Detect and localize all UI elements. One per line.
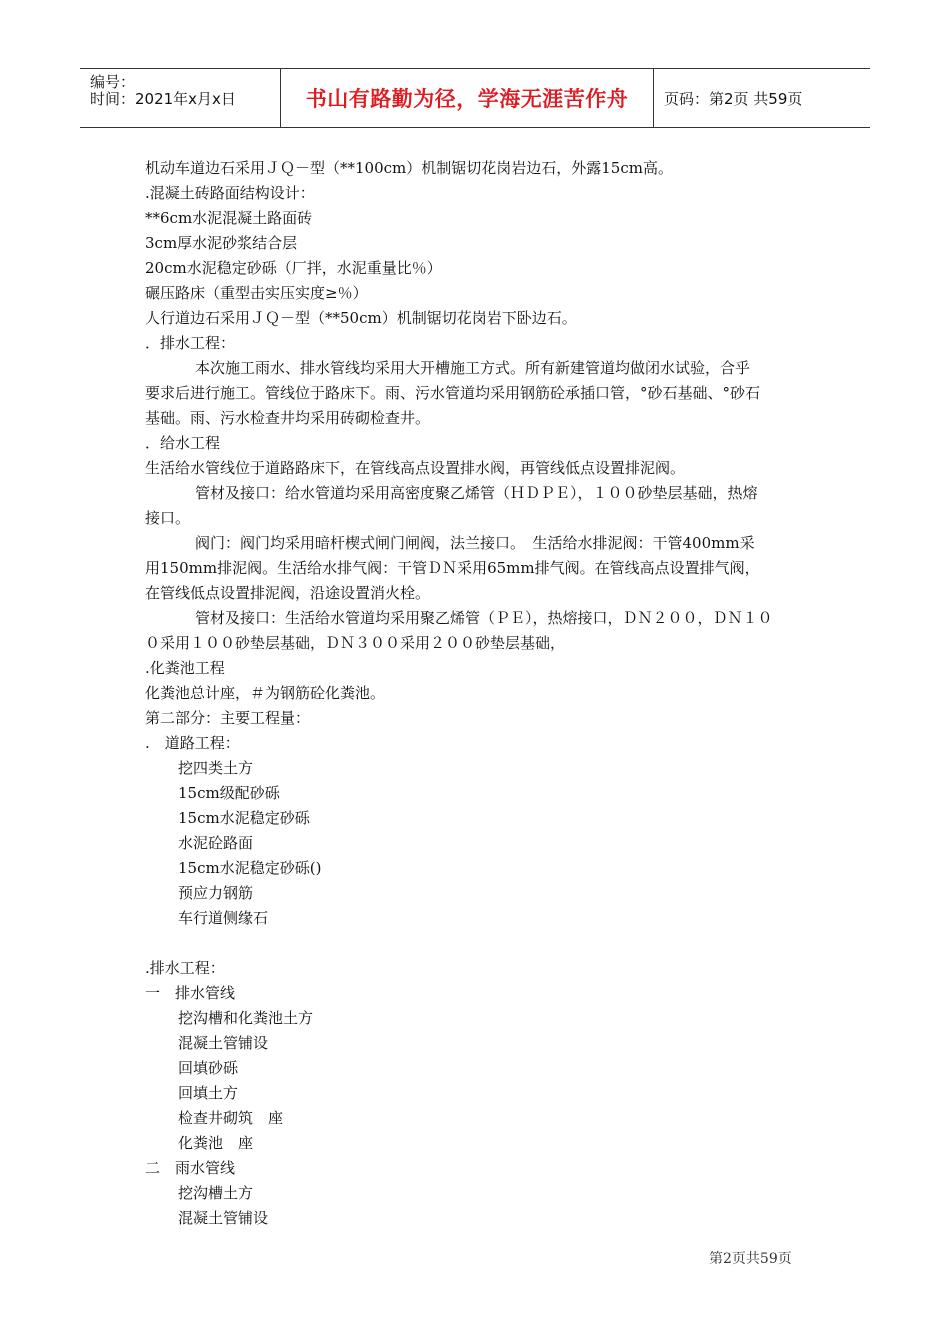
section-heading: 第二部分：主要工程量： <box>145 709 311 727</box>
body-line: 用150mm排泥阀。生活给水排气阀：干管ＤＮ采用65mm排气阀。在管线高点设置排气阀， <box>145 559 760 577</box>
body-line: 化粪池总计座，＃为钢筋砼化粪池。 <box>145 684 386 702</box>
body-line: 接口。 <box>145 509 191 527</box>
section-heading: ．给水工程 <box>145 434 221 452</box>
body-line: 3cm厚水泥砂浆结合层 <box>145 234 298 252</box>
body-line: **6cm水泥混凝土路面砖 <box>145 209 313 227</box>
body-line: .混凝土砖路面结构设计： <box>145 184 315 202</box>
code-label: 编号： <box>90 73 136 91</box>
body-line: 20cm水泥稳定砂砾（厂拌，水泥重量比％） <box>145 259 442 277</box>
header-meta-cell <box>80 69 281 127</box>
list-item: 挖四类土方 <box>178 759 254 777</box>
list-item: 水泥砼路面 <box>178 834 254 852</box>
body-line: 机动车道边石采用ＪＱ－型（**100cm）机制锯切花岗岩边石，外露15cm高。 <box>145 159 673 177</box>
header-page-number: 页码：第2页 共59页 <box>664 89 803 108</box>
subsection-heading: 二 雨水管线 <box>145 1159 236 1177</box>
list-item: 预应力钢筋 <box>178 884 254 902</box>
body-line: ０采用１００砂垫层基础，ＤＮ３００采用２００砂垫层基础， <box>145 634 566 652</box>
body-line: 生活给水管线位于道路路床下，在管线高点设置排水阀，再管线低点设置排泥阀。 <box>145 459 686 477</box>
list-item: 回填砂砾 <box>178 1059 239 1077</box>
list-item: 回填土方 <box>178 1084 239 1102</box>
body-line: 管材及接口：给水管道均采用高密度聚乙烯管（ＨＤＰＥ），１００砂垫层基础，热熔 <box>195 484 758 502</box>
body-line: 碾压路床（重型击实压实度≥％） <box>145 284 368 302</box>
subsection-heading: 一 排水管线 <box>145 984 236 1002</box>
page-header <box>80 68 870 128</box>
body-line: 要求后进行施工。管线位于路床下。雨、污水管道均采用钢筋砼承插口管，°砂石基础、°砂石 <box>145 384 761 402</box>
body-line: 本次施工雨水、排水管线均采用大开槽施工方式。所有新建管道均做闭水试验，合乎 <box>195 359 751 377</box>
time-label: 时间：2021年x月x日 <box>90 90 236 108</box>
list-item: 15cm水泥稳定砂砾() <box>178 859 322 877</box>
list-item: 15cm级配砂砾 <box>178 784 280 802</box>
list-item: 混凝土管铺设 <box>178 1034 269 1052</box>
body-line: 人行道边石采用ＪＱ－型（**50cm）机制锯切花岗岩下卧边石。 <box>145 309 577 327</box>
list-item: 挖沟槽土方 <box>178 1184 254 1202</box>
section-heading: ．排水工程： <box>145 334 236 352</box>
body-line: 基础。雨、污水检查井均采用砖砌检查井。 <box>145 409 431 427</box>
section-heading: .排水工程： <box>145 959 225 977</box>
motto: 书山有路勤为径，学海无涯苦作舟 <box>305 87 629 111</box>
page-footer-number: 第2页共59页 <box>709 1251 792 1267</box>
body-line: 在管线低点设置排泥阀，沿途设置消火栓。 <box>145 584 431 602</box>
list-item: 检查井砌筑 座 <box>178 1109 284 1127</box>
list-item: 化粪池 座 <box>178 1134 254 1152</box>
header-page-cell <box>654 69 870 127</box>
list-item: 车行道侧缘石 <box>178 909 269 927</box>
list-item: 挖沟槽和化粪池土方 <box>178 1009 314 1027</box>
section-heading: .化粪池工程 <box>145 659 225 677</box>
list-item: 15cm水泥稳定砂砾 <box>178 809 310 827</box>
section-heading: . 道路工程： <box>145 734 240 752</box>
header-motto-cell <box>281 69 654 127</box>
list-item: 混凝土管铺设 <box>178 1209 269 1227</box>
body-line: 管材及接口：生活给水管道均采用聚乙烯管（ＰＥ），热熔接口，ＤＮ２００，ＤＮ１０ <box>195 609 773 627</box>
body-line: 阀门：阀门均采用暗杆楔式闸门闸阀，法兰接口。 生活给水排泥阀：干管400mm采 <box>195 534 755 552</box>
